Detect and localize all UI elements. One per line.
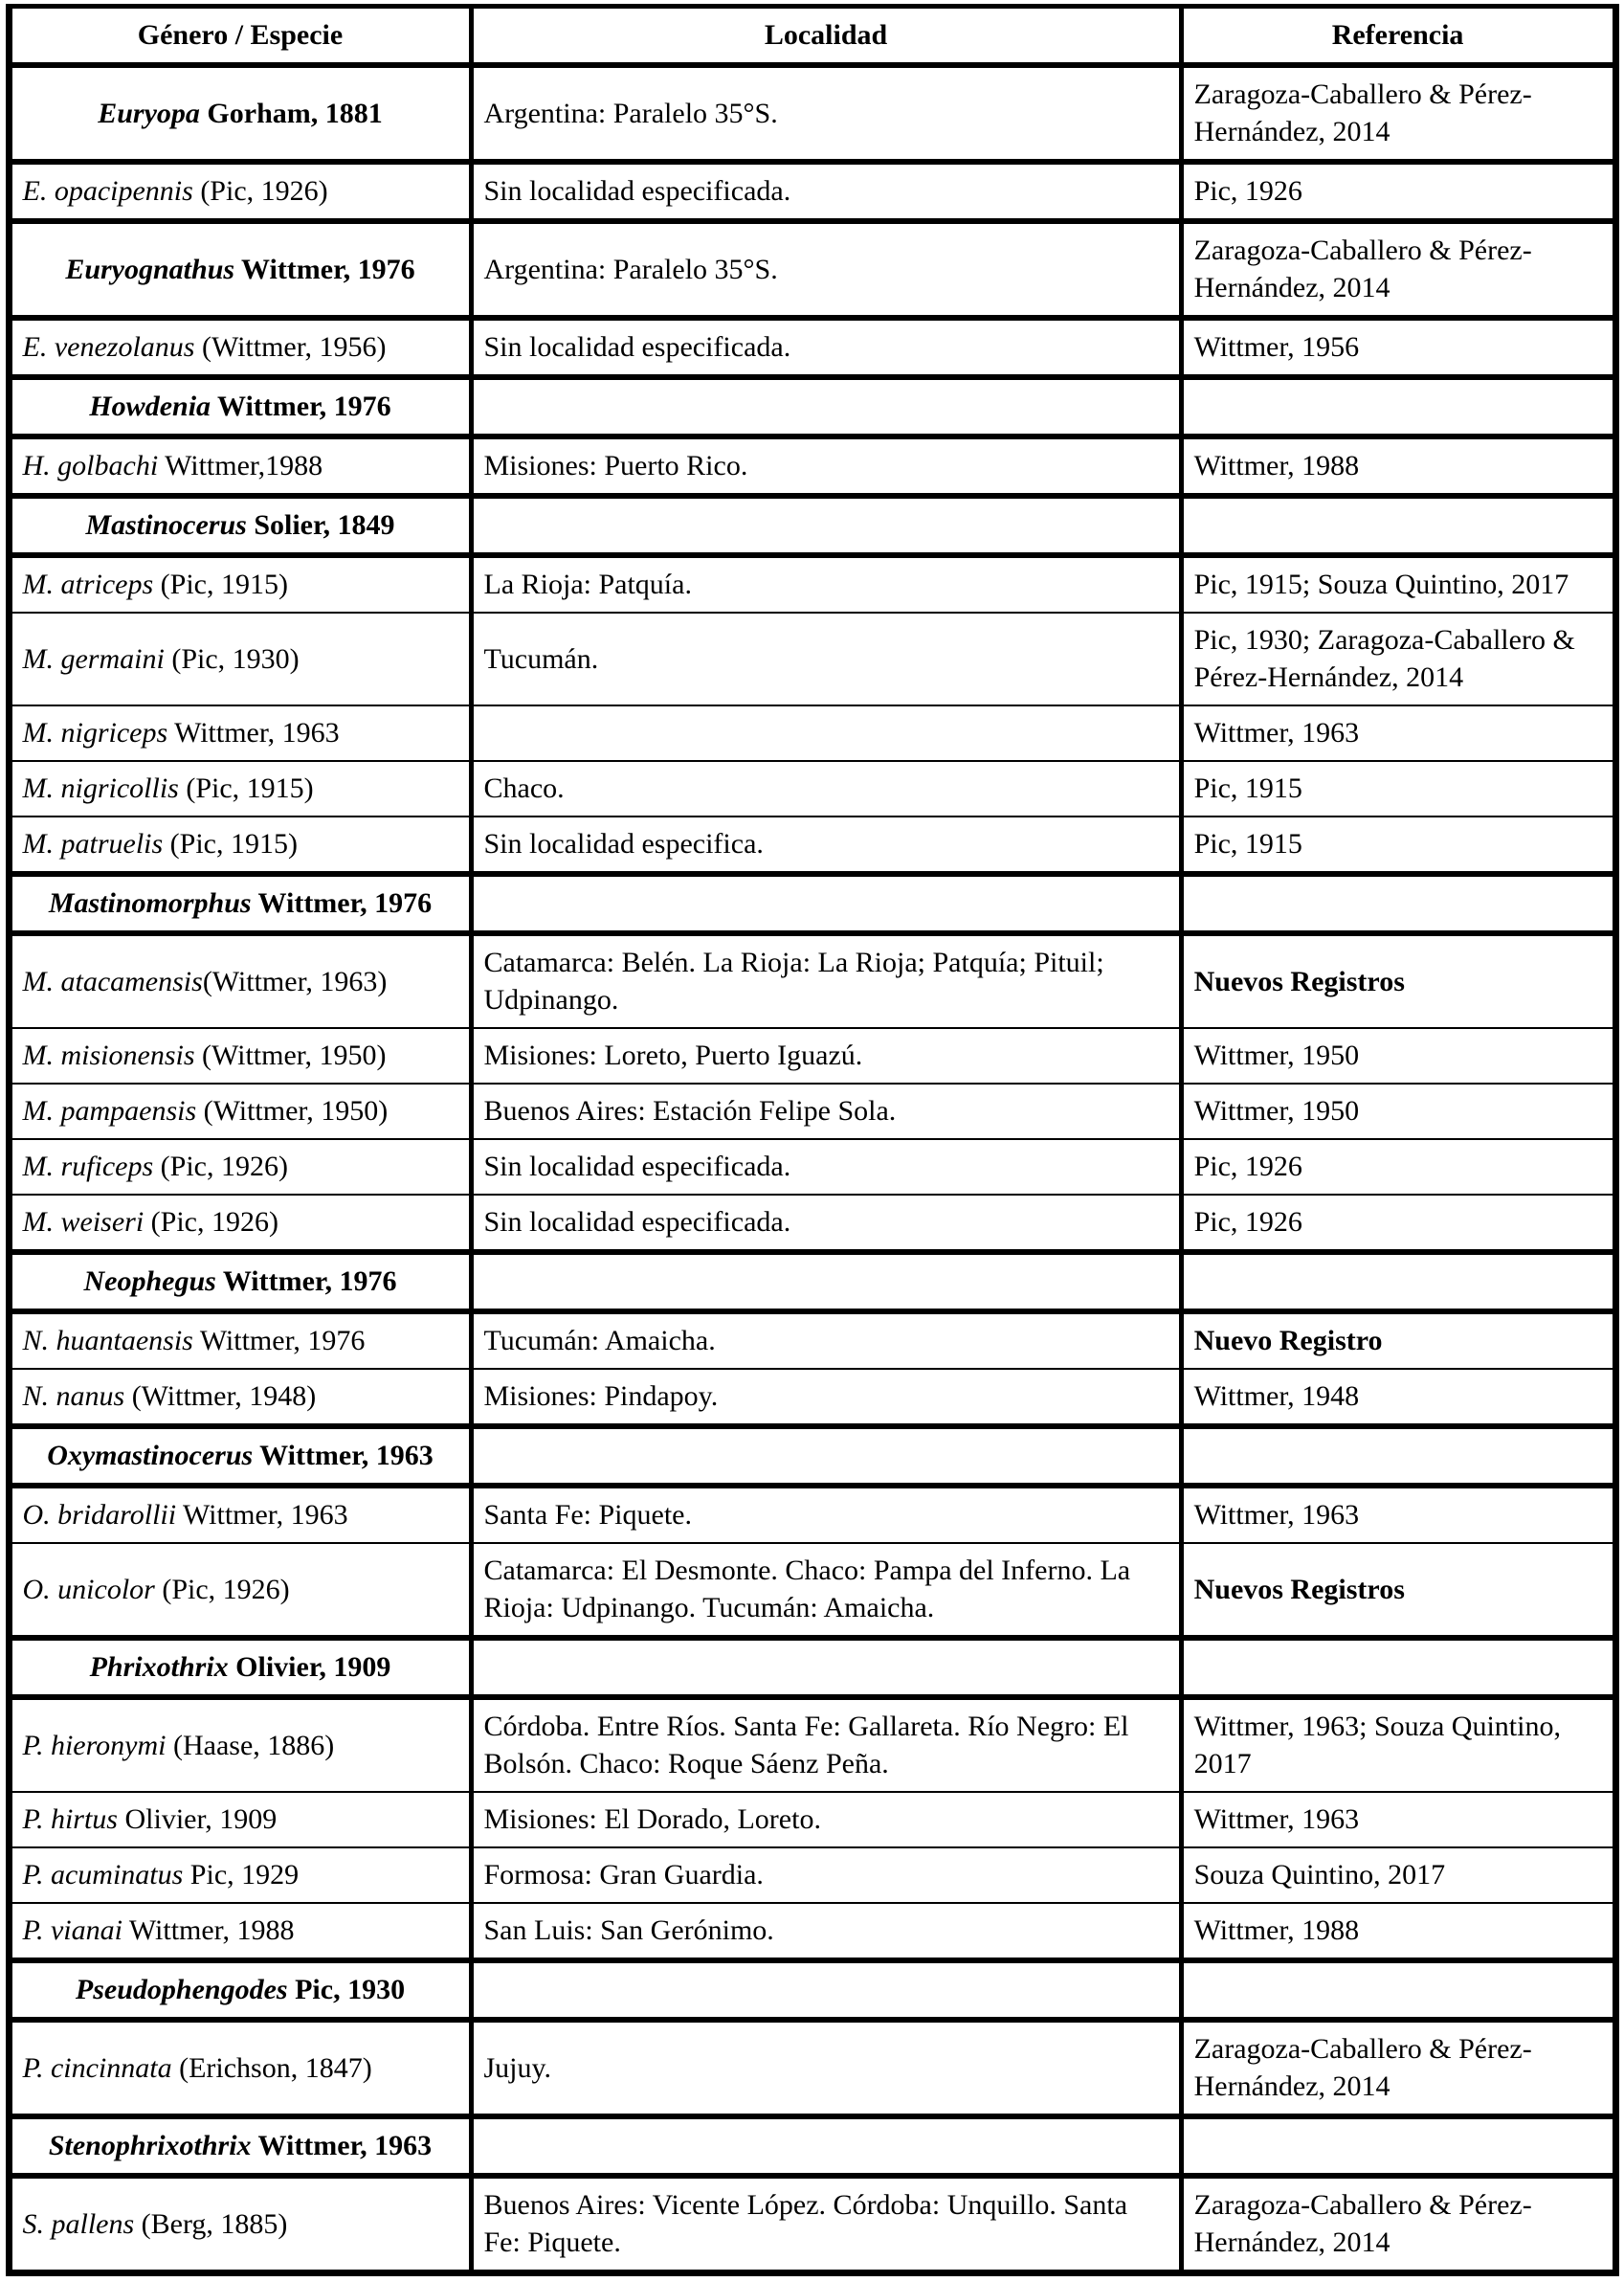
species-name-cell [9, 555, 471, 613]
table-row-genus [9, 496, 1615, 555]
referencia-cell: Zaragoza-Caballero & Pérez-Hernández, 2014 [1181, 2020, 1615, 2116]
referencia-cell: Wittmer, 1988 [1181, 1903, 1615, 1960]
species-name-cell [9, 1139, 471, 1195]
localidad-cell: Sin localidad especificada. [471, 318, 1181, 377]
referencia-cell: Zaragoza-Caballero & Pérez-Hernández, 2014 [1181, 65, 1615, 162]
table-row-species [9, 1084, 1615, 1139]
taxon-name-italic: M. nigricollis [22, 772, 179, 804]
taxon-author-year: Olivier, 1909 [117, 1803, 278, 1835]
table-row-species [9, 1369, 1615, 1426]
species-name-cell [9, 1486, 471, 1543]
table-header [9, 7, 1615, 66]
table-row-species [9, 2176, 1615, 2273]
taxon-author-year: (Pic, 1915) [163, 828, 298, 860]
referencia-cell [1181, 1638, 1615, 1697]
taxon-name-italic: N. huantaensis [22, 1325, 193, 1356]
referencia-cell: Wittmer, 1956 [1181, 318, 1615, 377]
referencia-cell [1181, 2116, 1615, 2176]
referencia-cell [1181, 1426, 1615, 1486]
taxon-name-italic: Euryopa [98, 97, 200, 129]
taxon-author-year: Wittmer, 1976 [251, 887, 433, 919]
species-name-cell [9, 1792, 471, 1847]
referencia-cell: Wittmer, 1963 [1181, 1486, 1615, 1543]
table-row-species [9, 817, 1615, 874]
referencia-cell-new-record: Nuevos Registros [1181, 1543, 1615, 1638]
table-row-species [9, 705, 1615, 761]
genus-name-cell [9, 874, 471, 933]
localidad-cell: Argentina: Paralelo 35°S. [471, 65, 1181, 162]
referencia-cell: Wittmer, 1963 [1181, 705, 1615, 761]
column-header-genero-especie: Género / Especie [9, 7, 471, 66]
taxon-author-year: (Berg, 1885) [134, 2207, 288, 2240]
localidad-cell: Chaco. [471, 761, 1181, 817]
species-name-cell [9, 933, 471, 1028]
localidad-cell: Tucumán: Amaicha. [471, 1311, 1181, 1369]
table-body [9, 65, 1615, 2273]
taxon-name-italic: Mastinomorphus [48, 887, 252, 919]
taxon-name-italic: O. unicolor [22, 1573, 155, 1605]
taxon-author-year: Wittmer, 1963 [176, 1499, 348, 1531]
localidad-cell: Misiones: El Dorado, Loreto. [471, 1792, 1181, 1847]
table-row-species [9, 933, 1615, 1028]
localidad-cell: Córdoba. Entre Ríos. Santa Fe: Gallareta. Río Negro: El Bolsón. Chaco: Roque Sáenz Peña. [471, 1697, 1181, 1792]
table-row-genus [9, 1426, 1615, 1486]
localidad-cell: La Rioja: Patquía. [471, 555, 1181, 613]
table-row-genus [9, 221, 1615, 318]
taxon-author-year: Wittmer, 1963 [253, 1440, 434, 1471]
genus-name-cell [9, 2116, 471, 2176]
localidad-cell: Formosa: Gran Guardia. [471, 1847, 1181, 1903]
localidad-cell [471, 1252, 1181, 1311]
taxon-name-italic: P. acuminatus [22, 1859, 184, 1890]
taxon-author-year: (Pic, 1926) [154, 1573, 290, 1605]
species-name-cell [9, 761, 471, 817]
referencia-cell: Zaragoza-Caballero & Pérez-Hernández, 2014 [1181, 221, 1615, 318]
localidad-cell: Argentina: Paralelo 35°S. [471, 221, 1181, 318]
localidad-cell: San Luis: San Gerónimo. [471, 1903, 1181, 1960]
localidad-cell: Sin localidad especifica. [471, 817, 1181, 874]
localidad-cell: Misiones: Puerto Rico. [471, 436, 1181, 496]
table-row-genus [9, 874, 1615, 933]
taxon-name-italic: Howdenia [89, 391, 211, 422]
species-name-cell [9, 1543, 471, 1638]
table-row-genus [9, 1638, 1615, 1697]
table-row-species [9, 555, 1615, 613]
table-row-genus [9, 377, 1615, 436]
taxon-author-year: (Pic, 1930) [164, 642, 300, 675]
species-name-cell [9, 162, 471, 221]
localidad-cell [471, 1960, 1181, 2020]
referencia-cell: Pic, 1926 [1181, 1139, 1615, 1195]
taxon-author-year: (Wittmer, 1963) [202, 965, 388, 997]
referencia-cell: Wittmer, 1950 [1181, 1028, 1615, 1084]
taxon-name-italic: M. atacamensis [22, 965, 203, 997]
table-row-species [9, 1903, 1615, 1960]
species-name-cell [9, 817, 471, 874]
taxon-author-year: (Erichson, 1847) [171, 2051, 372, 2084]
localidad-cell: Buenos Aires: Vicente López. Córdoba: Unquillo. Santa Fe: Piquete. [471, 2176, 1181, 2273]
taxon-name-italic: M. atriceps [22, 569, 154, 600]
localidad-cell: Sin localidad especificada. [471, 1139, 1181, 1195]
taxon-author-year: Gorham, 1881 [199, 97, 383, 129]
referencia-cell: Zaragoza-Caballero & Pérez-Hernández, 2014 [1181, 2176, 1615, 2273]
genus-name-cell [9, 1638, 471, 1697]
table-row-species [9, 2020, 1615, 2116]
taxon-name-italic: N. nanus [22, 1380, 125, 1412]
species-name-cell [9, 2176, 471, 2273]
taxon-name-italic: Mastinocerus [85, 509, 247, 541]
taxon-name-italic: M. pampaensis [22, 1095, 197, 1127]
taxon-author-year: Olivier, 1909 [228, 1651, 391, 1683]
species-name-cell [9, 1195, 471, 1252]
taxon-author-year: (Wittmer, 1950) [194, 1040, 387, 1071]
taxon-author-year: Wittmer, 1976 [215, 1265, 397, 1297]
taxon-name-italic: M. ruficeps [22, 1151, 154, 1182]
table-row-species [9, 1697, 1615, 1792]
localidad-cell [471, 705, 1181, 761]
taxon-name-italic: Phrixothrix [89, 1651, 229, 1683]
localidad-cell: Santa Fe: Piquete. [471, 1486, 1181, 1543]
referencia-cell [1181, 377, 1615, 436]
species-name-cell [9, 1028, 471, 1084]
column-header-localidad: Localidad [471, 7, 1181, 66]
localidad-cell: Tucumán. [471, 613, 1181, 705]
referencia-cell: Pic, 1915 [1181, 761, 1615, 817]
taxon-name-italic: Oxymastinocerus [47, 1440, 254, 1471]
taxon-name-italic: P. cincinnata [22, 2051, 172, 2084]
taxon-author-year: Wittmer, 1976 [234, 253, 415, 285]
referencia-cell: Pic, 1915 [1181, 817, 1615, 874]
taxon-name-italic: P. hieronymi [22, 1729, 167, 1761]
genus-name-cell [9, 496, 471, 555]
taxon-author-year: Wittmer, 1976 [192, 1325, 366, 1356]
localidad-cell: Misiones: Loreto, Puerto Iguazú. [471, 1028, 1181, 1084]
column-header-referencia: Referencia [1181, 7, 1615, 66]
referencia-cell: Wittmer, 1963 [1181, 1792, 1615, 1847]
referencia-cell [1181, 1252, 1615, 1311]
taxon-name-italic: Stenophrixothrix [48, 2130, 252, 2161]
species-name-cell [9, 1311, 471, 1369]
table-row-species [9, 613, 1615, 705]
taxon-name-italic: P. hirtus [22, 1803, 118, 1835]
table-row-species [9, 1195, 1615, 1252]
genus-name-cell [9, 221, 471, 318]
referencia-cell: Pic, 1915; Souza Quintino, 2017 [1181, 555, 1615, 613]
referencia-cell [1181, 496, 1615, 555]
taxon-author-year: (Haase, 1886) [166, 1729, 335, 1761]
referencia-cell: Pic, 1926 [1181, 162, 1615, 221]
taxon-name-italic: M. misionensis [22, 1040, 195, 1071]
referencia-cell: Wittmer, 1988 [1181, 436, 1615, 496]
taxon-author-year: (Pic, 1915) [153, 569, 288, 600]
table-row-species [9, 1311, 1615, 1369]
species-name-cell [9, 705, 471, 761]
genus-name-cell [9, 1252, 471, 1311]
taxon-name-italic: O. bridarollii [22, 1499, 177, 1531]
taxonomic-table [6, 4, 1619, 2276]
localidad-cell: Buenos Aires: Estación Felipe Sola. [471, 1084, 1181, 1139]
localidad-cell: Misiones: Pindapoy. [471, 1369, 1181, 1426]
table-row-species [9, 1543, 1615, 1638]
localidad-cell [471, 2116, 1181, 2176]
table-row-species [9, 1792, 1615, 1847]
localidad-cell: Sin localidad especificada. [471, 1195, 1181, 1252]
table-row-genus [9, 2116, 1615, 2176]
genus-name-cell [9, 65, 471, 162]
localidad-cell [471, 1638, 1181, 1697]
taxon-author-year: Wittmer, 1988 [122, 1914, 295, 1946]
taxon-name-italic: Neophegus [83, 1265, 216, 1297]
referencia-cell: Wittmer, 1948 [1181, 1369, 1615, 1426]
localidad-cell [471, 377, 1181, 436]
species-name-cell [9, 318, 471, 377]
table-header-row [9, 7, 1615, 66]
referencia-cell [1181, 1960, 1615, 2020]
taxon-author-year: Pic, 1930 [287, 1974, 406, 2005]
taxon-author-year: Wittmer,1988 [158, 450, 323, 481]
table-row-species [9, 318, 1615, 377]
referencia-cell-new-record: Nuevos Registros [1181, 933, 1615, 1028]
taxon-author-year: Pic, 1929 [183, 1859, 300, 1890]
referencia-cell-new-record: Nuevo Registro [1181, 1311, 1615, 1369]
table-row-species [9, 1847, 1615, 1903]
species-name-cell [9, 2020, 471, 2116]
taxon-name-italic: E. venezolanus [22, 331, 195, 363]
species-name-cell [9, 1847, 471, 1903]
referencia-cell: Pic, 1930; Zaragoza-Caballero & Pérez-Hernández, 2014 [1181, 613, 1615, 705]
species-name-cell [9, 436, 471, 496]
table-row-species [9, 1028, 1615, 1084]
taxon-author-year: (Pic, 1926) [144, 1206, 278, 1238]
taxon-author-year: Wittmer, 1963 [251, 2130, 433, 2161]
table-row-species [9, 436, 1615, 496]
taxon-name-italic: P. vianai [22, 1914, 122, 1946]
localidad-cell: Catamarca: Belén. La Rioja: La Rioja; Patquía; Pituil; Udpinango. [471, 933, 1181, 1028]
taxon-name-italic: S. pallens [22, 2207, 135, 2240]
taxon-author-year: (Wittmer, 1956) [194, 331, 387, 363]
genus-name-cell [9, 377, 471, 436]
species-name-cell [9, 613, 471, 705]
species-name-cell [9, 1369, 471, 1426]
table-row-species [9, 1139, 1615, 1195]
taxon-author-year: Wittmer, 1963 [167, 717, 340, 749]
referencia-cell: Wittmer, 1950 [1181, 1084, 1615, 1139]
taxon-name-italic: M. patruelis [22, 828, 164, 860]
species-name-cell [9, 1697, 471, 1792]
taxon-name-italic: Pseudophengodes [75, 1974, 288, 2005]
localidad-cell: Sin localidad especificada. [471, 162, 1181, 221]
table-row-genus [9, 65, 1615, 162]
species-name-cell [9, 1084, 471, 1139]
table-row-genus [9, 1252, 1615, 1311]
table-row-species [9, 1486, 1615, 1543]
taxon-name-italic: M. germaini [22, 642, 165, 675]
table-row-species [9, 162, 1615, 221]
species-name-cell [9, 1903, 471, 1960]
taxon-name-italic: M. nigriceps [22, 717, 168, 749]
taxon-author-year: (Pic, 1926) [192, 175, 328, 207]
taxon-author-year: Solier, 1849 [246, 509, 395, 541]
table-row-genus [9, 1960, 1615, 2020]
taxon-author-year: (Pic, 1926) [153, 1151, 288, 1182]
taxon-author-year: Wittmer, 1976 [211, 391, 391, 422]
referencia-cell: Wittmer, 1963; Souza Quintino, 2017 [1181, 1697, 1615, 1792]
taxon-name-italic: Euryognathus [65, 253, 235, 285]
localidad-cell: Jujuy. [471, 2020, 1181, 2116]
referencia-cell: Souza Quintino, 2017 [1181, 1847, 1615, 1903]
genus-name-cell [9, 1426, 471, 1486]
taxon-name-italic: M. weiseri [22, 1206, 145, 1238]
localidad-cell [471, 496, 1181, 555]
taxon-name-italic: E. opacipennis [22, 175, 193, 207]
referencia-cell: Pic, 1926 [1181, 1195, 1615, 1252]
genus-name-cell [9, 1960, 471, 2020]
taxon-name-italic: H. golbachi [22, 450, 159, 481]
taxon-author-year: (Wittmer, 1950) [196, 1095, 389, 1127]
table-row-species [9, 761, 1615, 817]
referencia-cell [1181, 874, 1615, 933]
localidad-cell [471, 1426, 1181, 1486]
taxon-author-year: (Wittmer, 1948) [124, 1380, 317, 1412]
localidad-cell: Catamarca: El Desmonte. Chaco: Pampa del Inferno. La Rioja: Udpinango. Tucumán: Amaicha. [471, 1543, 1181, 1638]
localidad-cell [471, 874, 1181, 933]
taxon-author-year: (Pic, 1915) [178, 772, 314, 804]
